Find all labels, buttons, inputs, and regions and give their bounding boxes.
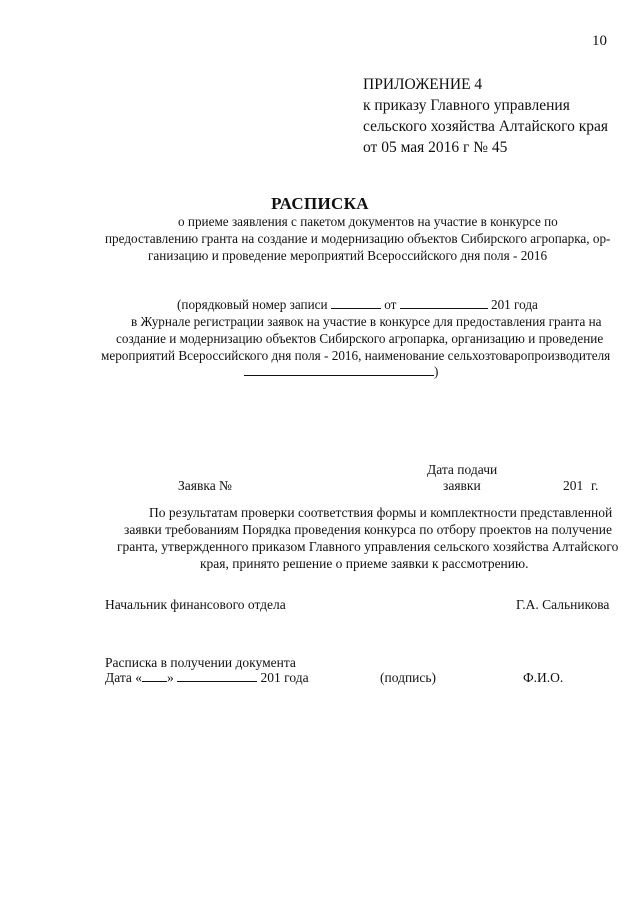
signatory-position: Начальник финансового отдела: [105, 597, 286, 612]
record-number-blank: [331, 297, 381, 309]
document-title: РАСПИСКА: [271, 194, 369, 213]
application-year: 201: [563, 478, 584, 493]
result-line-3: гранта, утвержденного приказом Главного управления сельского хозяйства Алтайского: [117, 539, 619, 554]
appendix-line-4: от 05 мая 2016 г № 45: [363, 139, 508, 156]
receipt-year: 201 года: [260, 670, 309, 685]
registration-line-4: мероприятий Всероссийского дня поля - 2016, наименование сельхозтоваропроизводителя: [101, 348, 611, 363]
registration-line-1: [177, 297, 538, 313]
producer-name-blank: [244, 364, 434, 376]
result-line-2: заявки требованиям Порядка проведения конкурса по отбору проектов на получение: [124, 522, 612, 537]
receipt-title: Расписка в получении документа: [105, 655, 296, 670]
application-number-label: Заявка №: [178, 478, 232, 493]
record-date-blank: [400, 297, 488, 309]
receipt-date-line: [105, 670, 309, 686]
signatory-name: Г.А. Сальникова: [516, 597, 610, 612]
subtitle-line-1: о приеме заявления с пакетом документов на участие в конкурсе по: [178, 214, 558, 229]
registration-label: (порядковый номер записи: [177, 297, 328, 312]
appendix-line-3: сельского хозяйства Алтайского края: [363, 118, 609, 135]
application-date-label: заявки: [443, 478, 481, 493]
receipt-day-blank: [142, 670, 167, 682]
producer-name-line: [244, 364, 438, 380]
subtitle-line-2: предоставлению гранта на создание и модернизацию объектов Сибирского агропарка, ор-: [105, 231, 611, 246]
registration-from: от: [384, 297, 397, 312]
appendix-line-1: ПРИЛОЖЕНИЕ 4: [363, 76, 483, 93]
receipt-fio-label: Ф.И.О.: [523, 670, 564, 685]
application-year-suffix: г.: [591, 478, 599, 493]
subtitle-line-3: ганизацию и проведение мероприятий Всероссийского дня поля - 2016: [148, 248, 548, 263]
registration-line-3: создание и модернизацию объектов Сибирского агропарка, организацию и проведение: [116, 331, 604, 346]
result-line-4: края, принято решение о приеме заявки к рассмотрению.: [200, 556, 529, 571]
receipt-signature-label: (подпись): [380, 670, 437, 685]
receipt-date-mid: »: [167, 670, 174, 685]
registration-line-2: в Журнале регистрации заявок на участие в конкурсе для предоставления гранта на: [131, 314, 602, 329]
result-line-1: По результатам проверки соответствия формы и комплектности представленной: [149, 505, 613, 520]
page-number: 10: [592, 33, 607, 49]
registration-year: 201 года: [490, 297, 538, 312]
submission-date-label: Дата подачи: [427, 462, 498, 477]
appendix-line-2: к приказу Главного управления: [363, 97, 570, 114]
receipt-date-label: Дата «: [105, 670, 143, 685]
registration-close: ): [434, 364, 439, 379]
receipt-month-blank: [177, 670, 257, 682]
